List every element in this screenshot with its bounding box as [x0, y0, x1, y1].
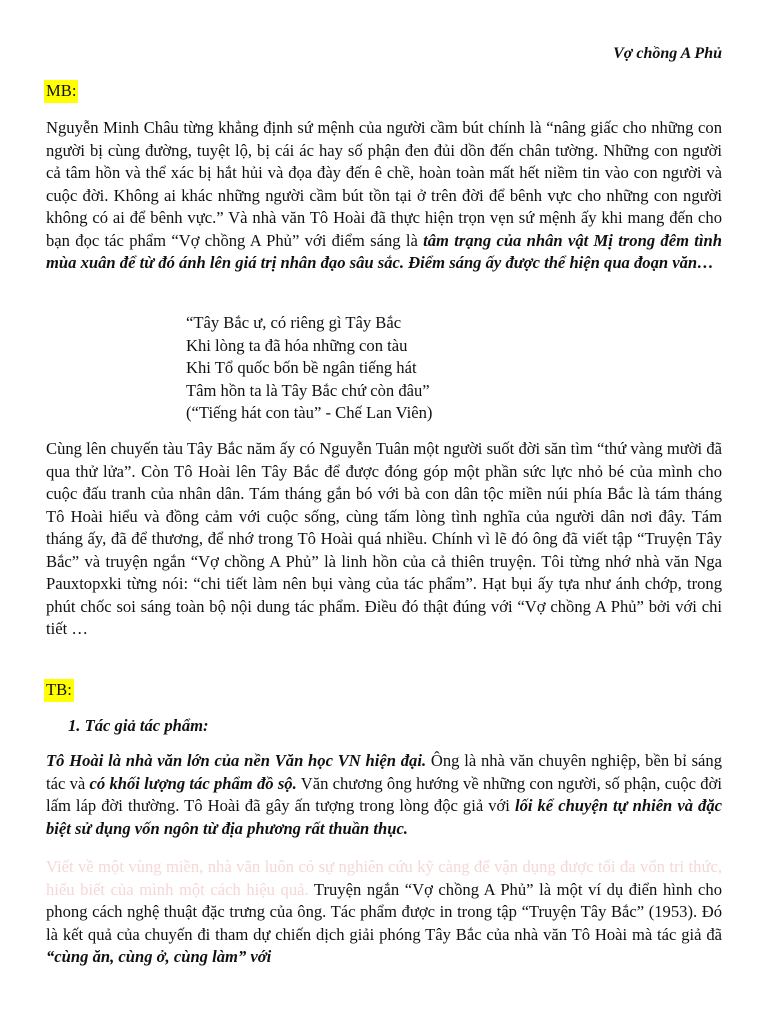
- poem-quote: [186, 312, 432, 425]
- author-emphasis-1: Tô Hoài là nhà văn lớn của nền Văn học VN hiện đại.: [46, 751, 427, 770]
- section-heading-author: 1. Tác giả tác phẩm:: [68, 716, 209, 735]
- intro-paragraph: [46, 117, 722, 275]
- tb-label: TB:: [44, 679, 74, 702]
- poem-citation: (“Tiếng hát con tàu” - Chế Lan Viên): [186, 403, 433, 422]
- mb-label: MB:: [44, 80, 78, 103]
- document-title: Vợ chồng A Phủ: [613, 45, 722, 62]
- tb-section-label: [46, 679, 74, 702]
- mb-section-label: [46, 80, 78, 103]
- intro-emphasis: tâm trạng của nhân vật Mị trong đêm tình mùa xuân để từ đó ánh lên giá trị nhân đạo sâu sắc. Điểm sáng ấy được thể hiện qua đoạn văn…: [46, 230, 722, 272]
- work-paragraph: [46, 856, 722, 969]
- author-emphasis-2: có khối lượng tác phẩm đồ sộ.: [89, 773, 297, 793]
- context-paragraph: Cùng lên chuyến tàu Tây Bắc năm ấy có Nguyễn Tuân một người suốt đời săn tìm “thứ vàng mười đã qua thử lửa”. Còn Tô Hoài lên Tây Bắc để được đóng góp một phần sức lực nhỏ bé của mình cho cuộc đấu tranh của nhân dân. Tám tháng gắn bó với bà con dân tộc miền núi phía Bắc là tám tháng Tô Hoài hiểu và đồng cảm với cuộc sống, cùng tấm lòng tình nghĩa của người dân nơi đây. Tám tháng ấy, đã để thương, để nhớ trong Tô Hoài quá nhiều. Chính vì lẽ đó ông đã viết tập “Truyện Tây Bắc” và truyện ngắn “Vợ chồng A Phủ” là linh hồn của cả thiên truyện. Tôi từng nhớ nhà văn Nga Pauxtopxki từng nói: “chi tiết làm nên bụi vàng của tác phẩm”. Hạt bụi ấy tựa như ánh chớp, trong phút chốc soi sáng toàn bộ nội dung tác phẩm. Điều đó thật đúng với “Vợ chồng A Phủ” bởi với chi tiết …: [46, 439, 722, 638]
- poem-line: “Tây Bắc ư, có riêng gì Tây Bắc: [186, 313, 402, 332]
- author-emphasis-3: lối kể chuyện tự nhiên và đặc biệt sử dụng vốn ngôn từ địa phương rất thuần thục.: [46, 796, 722, 838]
- poem-line: Khi lòng ta đã hóa những con tàu: [186, 335, 408, 355]
- work-emphasis: “cùng ăn, cùng ở, cùng làm” với: [46, 947, 272, 966]
- work-text: Truyện ngắn “Vợ chồng A Phủ” là một ví dụ điển hình cho phong cách nghệ thuật đặc trưng của ông. Tác phẩm được in trong tập “Truyện Tây Bắc” (1953). Đó là kết quả của chuyến đi tham dự chiến dịch giải phóng Tây Bắc của nhà văn Tô Hoài mà tác giả đã: [46, 879, 722, 944]
- poem-line: Khi Tổ quốc bốn bề ngân tiếng hát: [186, 358, 417, 377]
- author-paragraph: [46, 750, 722, 840]
- author-text-1: Ông là nhà văn chuyên nghiệp, bền bỉ sáng tác và: [46, 751, 722, 793]
- poem-line: Tâm hồn ta là Tây Bắc chứ còn đâu”: [186, 380, 430, 400]
- intro-text: Nguyễn Minh Châu từng khẳng định sứ mệnh của người cầm bút chính là “nâng giấc cho những con người bị cùng đường, tuyệt lộ, bị cái ác hay số phận đen đủi dồn đến chân tường. Những con người cả tâm hồn và thể xác bị hắt hủi và đọa đày đến ê chề, hoàn toàn mất hết niềm tin vào con người và cuộc đời. Không ai khác những người cầm bút tồn tại ở trên đời để bênh vực cho những con người không có ai để bênh vực.” Và nhà văn Tô Hoài đã thực hiện trọn vẹn sứ mệnh ấy khi mang đến cho bạn đọc tác phẩm “Vợ chồng A Phủ” với điểm sáng là: [46, 118, 722, 250]
- faded-text: Viết về một vùng miền, nhà văn luôn có sự nghiên cứu kỹ càng để vận dụng được tối đa vốn tri thức, hiểu biết của mình một cách hiệu quả.: [46, 857, 722, 899]
- author-text-2: Văn chương ông hướng về những con người, số phận, cuộc đời lấm láp đời thường. Tô Hoài đã gây ấn tượng trong lòng độc giả với: [46, 773, 722, 815]
